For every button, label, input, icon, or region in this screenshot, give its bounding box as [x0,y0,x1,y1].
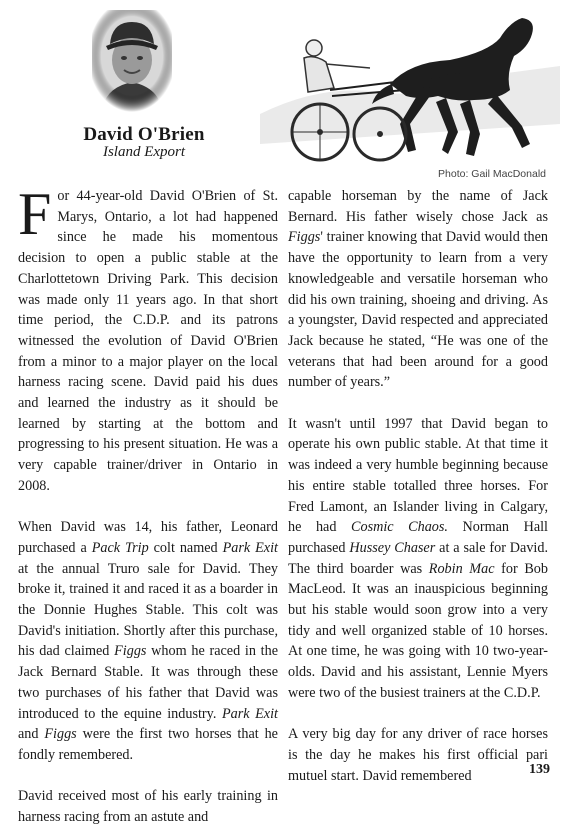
paragraph [18,181,278,497]
horse-name: Figgs [44,726,77,743]
horse-name: Robin Mac [428,560,495,577]
horse-name: Figgs [114,643,147,660]
harness-racing-photo [260,4,560,180]
title-block [44,124,244,161]
article-subtitle: Island Export [102,144,186,160]
right-column [288,186,548,786]
paragraph-text: or 44-year-old David O'Brien of St. Marys, Ontario, a lot had happened since he made his momentous decision to open a public stable at the Charlottetown Driving Park. This decision was made only 11 years ago. In that short time period, the C.D.P. and its patrons witnessed the evolution of David O'Brien from a minor to a major player on the local harness racing scene. David paid his dues and learned the industry as it should be learned by starting at the bottom and progressing to his present situation. He was a very capable trainer/driver in Ontario in 2008. [18,188,278,494]
horse-name: Figgs [288,229,321,246]
paragraph: A very big day for any driver of race horses is the day he makes his first official pari mutuel start. David remembered [288,726,548,784]
photo-credit: Photo: Gail MacDonald [438,168,546,180]
horse-name: Park Exit [222,539,278,556]
drop-cap: F [18,181,52,247]
paragraph: capable horseman by the name of Jack Bernard. His father wisely chose Jack as Figgs' trainer knowing that David would then have the opportunity to learn from a very knowledgeable and versatile horseman who did his own training, shoeing and driving. As a youngster, David respected and appreciated Jack because he stated, “He was one of the veterans that had been around for a good number of years.” [288,188,548,391]
portrait-photo [92,10,172,112]
horse-name: Pack Trip [91,539,149,556]
page-number: 139 [529,762,550,777]
left-column [18,181,279,828]
horse-name: Hussey Chaser [349,539,436,556]
article-header [0,0,568,190]
paragraph: When David was 14, his father, Leonard purchased a Pack Trip colt named Park Exit at the annual Truro sale for David. They broke it, trained it and raced it as a boarder in the Donnie Hughes Stable. This colt was David's initiation. Shortly after this purchase, his dad claimed Figgs whom he raced in the Jack Bernard Stable. It was through these two purchases of his father that David was introduced to the equine industry. Park Exit and Figgs were the first two horses that he fondly remembered. [18,519,279,763]
paragraph: It wasn't until 1997 that David began to operate his own public stable. At that time it was indeed a very humble beginning because his entire stable totalled three horses. For Fred Lamont, an Islander living in Calgary, he had Cosmic Chaos. Norman Hall purchased Hussey Chaser at a sale for David. The third boarder was Robin Mac for Bob MacLeod. It was an inauspicious beginning but his stable would soon grow into a very tidy and well organized stable of 10 horses. At one time, he was going with 10 two-year-olds. David and his assistant, Lennie Myers were two of the busiest trainers at the C.D.P. [288,415,549,701]
article-title: David O'Brien [83,124,205,145]
horse-name: Park Exit [221,705,278,722]
paragraph: David received most of his early training in harness racing from an astute and [18,788,278,826]
horse-name: Cosmic Chaos. [351,519,448,536]
